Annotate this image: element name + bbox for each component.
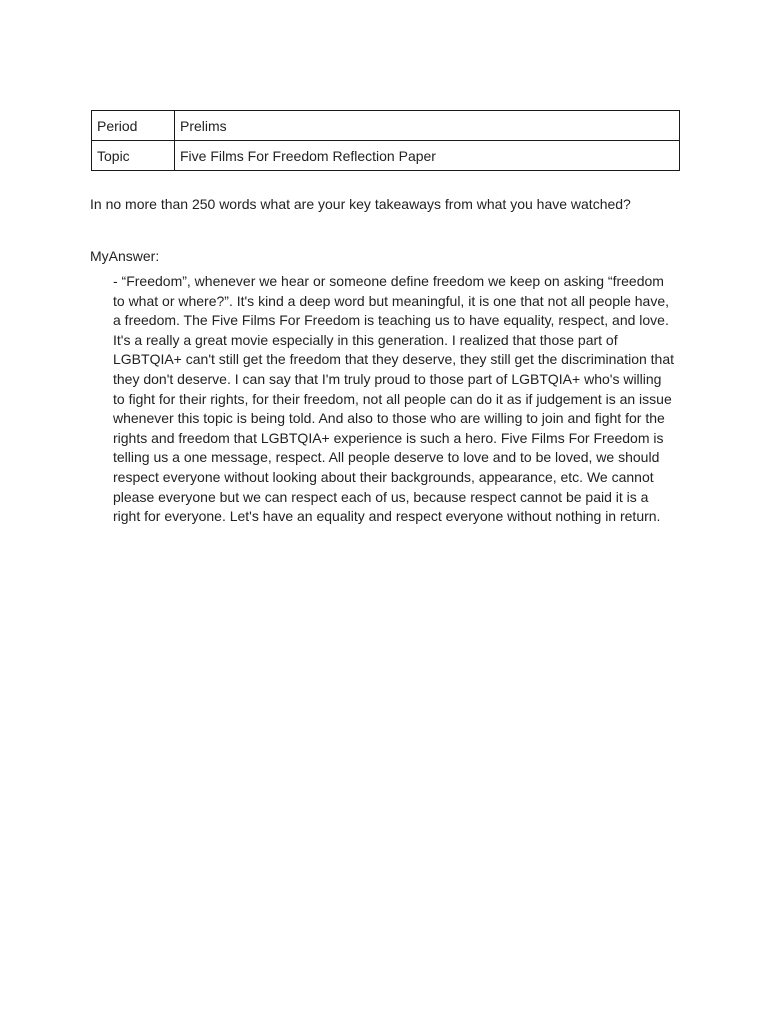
answer-line: they don't deserve. I can say that I'm truly proud to those part of LGBTQIA+ who's willing: [113, 370, 662, 387]
answer-line: please everyone but we can respect each of us, because respect cannot be paid it is a: [113, 488, 649, 505]
answer-line: right for everyone. Let's have an equality and respect everyone without nothing in return.: [113, 508, 661, 525]
topic-label: Topic: [92, 141, 175, 171]
info-table: [91, 110, 680, 171]
period-label: Period: [92, 111, 175, 141]
answer-label: MyAnswer:: [90, 248, 160, 264]
answer-line: LGBTQIA+ can't still get the freedom that they deserve, they still get the discrimination that: [113, 351, 675, 368]
answer-line: whenever this topic is being told. And also to those who are willing to join and fight for the: [113, 410, 665, 427]
period-value: Prelims: [175, 111, 680, 141]
topic-value: Five Films For Freedom Reflection Paper: [175, 141, 680, 171]
answer-line: to what or where?”. It's kind a deep word but meaningful, it is one that not all people have,: [113, 292, 670, 309]
table-row-topic: [92, 141, 680, 171]
answer-line: respect everyone without looking about their backgrounds, appearance, etc. We cannot: [113, 468, 654, 485]
answer-line: a freedom. The Five Films For Freedom is teaching us to have equality, respect, and love.: [113, 312, 669, 329]
table-row-period: [92, 111, 680, 141]
answer-paragraph: [113, 272, 691, 527]
answer-line: It's a really a great movie especially in this generation. I realized that those part of: [113, 331, 618, 348]
question-prompt: In no more than 250 words what are your key takeaways from what you have watched?: [90, 196, 631, 212]
answer-line: to fight for their rights, for their freedom, not all people can do it as if judgement is an issue: [113, 390, 672, 407]
answer-line: rights and freedom that LGBTQIA+ experience is such a hero. Five Films For Freedom is: [113, 429, 664, 446]
answer-line: - “Freedom”, whenever we hear or someone define freedom we keep on asking “freedom: [113, 273, 664, 289]
answer-line: telling us a one message, respect. All people deserve to love and to be loved, we should: [113, 449, 660, 466]
